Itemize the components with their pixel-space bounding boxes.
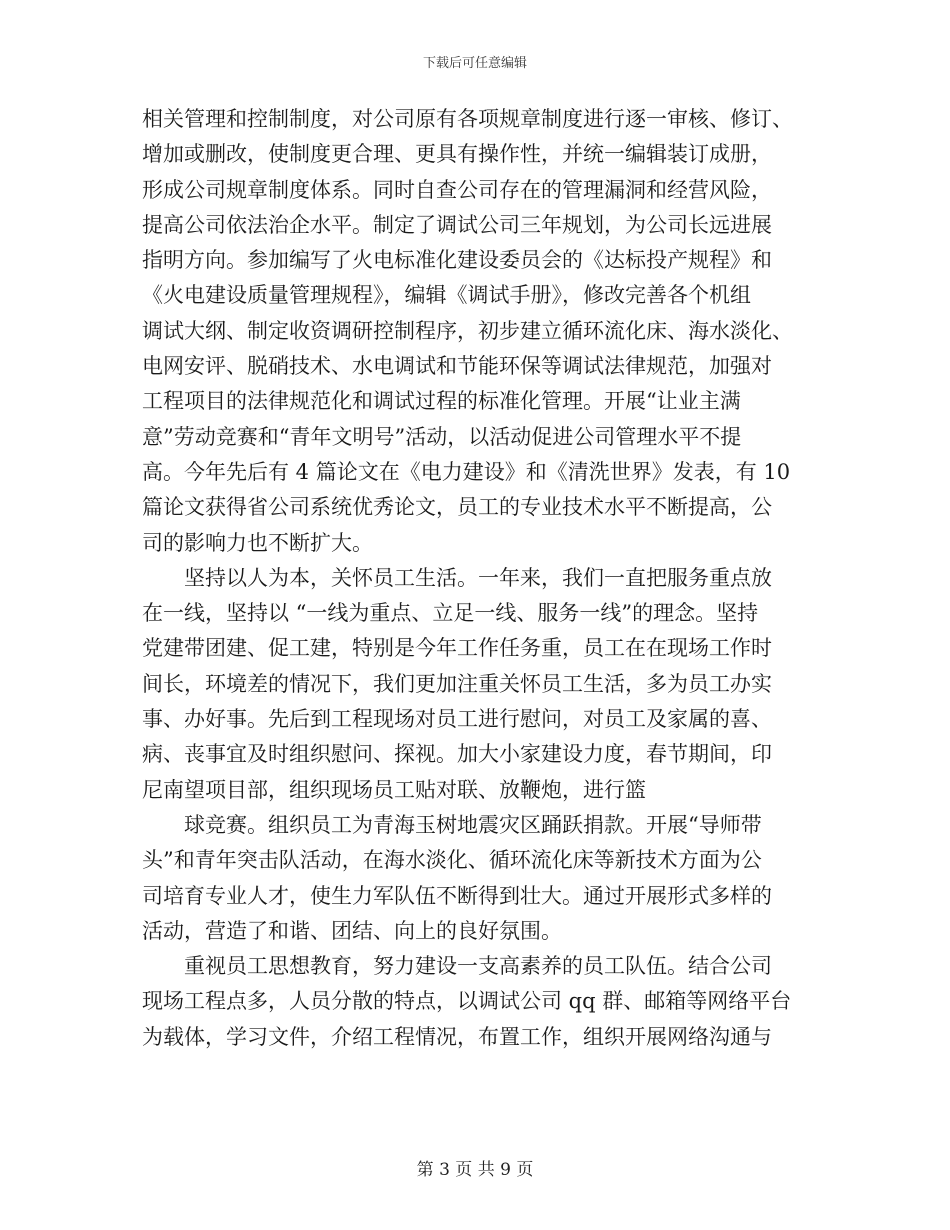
- paragraph-start-line: 球竞赛。组织员工为青海玉树地震灾区踊跃捐款。开展“导师带: [184, 812, 762, 837]
- paragraph-start-line: 重视员工思想教育，努力建设一支高素养的员工队伍。结合公司: [184, 954, 772, 979]
- text-line: 党建带团建、促工建，特别是今年工作任务重，员工在在现场工作时: [142, 636, 772, 661]
- text-line: 意”劳动竞赛和“青年文明号”活动，以活动促进公司管理水平不提: [142, 424, 742, 449]
- text-line: 调试大纲、制定收资调研控制程序，初步建立循环流化床、海水淡化、: [142, 318, 793, 343]
- page-footer: 第 3 页 共 9 页: [416, 1160, 534, 1180]
- text-line: 司培育专业人才，使生力军队伍不断得到壮大。通过开展形式多样的: [142, 883, 772, 908]
- text-line: 事、办好事。先后到工程现场对员工进行慰问，对员工及家属的喜、: [142, 707, 772, 732]
- text-line: 病、丧事宜及时组织慰问、探视。加大小家建设力度，春节期间，印: [142, 742, 772, 767]
- text-line: 尼南望项目部，组织现场员工贴对联、放鞭炮，进行篮: [142, 777, 646, 802]
- text-line: 在一线，坚持以 “一线为重点、立足一线、服务一线”的理念。坚持: [142, 601, 759, 626]
- text-line: 提高公司依法治企水平。制定了调试公司三年规划，为公司长远进展: [142, 212, 772, 237]
- text-line: 头”和青年突击队活动，在海水淡化、循环流化床等新技术方面为公: [142, 848, 762, 873]
- text-line: 高。今年先后有 4 篇论文在《电力建设》和《清洗世界》发表，有 10: [142, 459, 791, 484]
- document-body: [142, 102, 822, 1055]
- paragraph-start-line: 坚持以人为本，关怀员工生活。一年来，我们一直把服务重点放: [184, 565, 772, 590]
- text-line: 《火电建设质量管理规程》，编辑《调试手册》，修改完善各个机组: [142, 283, 751, 308]
- page-header: 下载后可任意编辑: [422, 56, 527, 71]
- text-line: 指明方向。参加编写了火电标准化建设委员会的《达标投产规程》和: [142, 248, 772, 273]
- text-line: 电网安评、脱硝技术、水电调试和节能环保等调试法律规范，加强对: [142, 354, 772, 379]
- text-line: 相关管理和控制制度，对公司原有各项规章制度进行逐一审核、修订、: [142, 107, 793, 131]
- text-line: 形成公司规章制度体系。同时自查公司存在的管理漏洞和经营风险，: [142, 177, 772, 202]
- text-line: 篇论文获得省公司系统优秀论文，员工的专业技术水平不断提高，公: [142, 495, 772, 520]
- text-line: 现场工程点多，人员分散的特点，以调试公司 qq 群、邮箱等网络平台: [142, 989, 792, 1014]
- text-line: 增加或删改，使制度更合理、更具有操作性，并统一编辑装订成册，: [142, 142, 772, 167]
- text-line: 活动，营造了和谐、团结、向上的良好氛围。: [142, 918, 562, 943]
- text-line: 工程项目的法律规范化和调试过程的标准化管理。开展“让业主满: [142, 389, 741, 414]
- text-line: 为载体，学习文件，介绍工程情况，布置工作，组织开展网络沟通与: [142, 1024, 772, 1049]
- text-line: 司的影响力也不断扩大。: [142, 530, 373, 555]
- text-line: 间长，环境差的情况下，我们更加注重关怀员工生活，多为员工办实: [142, 671, 772, 696]
